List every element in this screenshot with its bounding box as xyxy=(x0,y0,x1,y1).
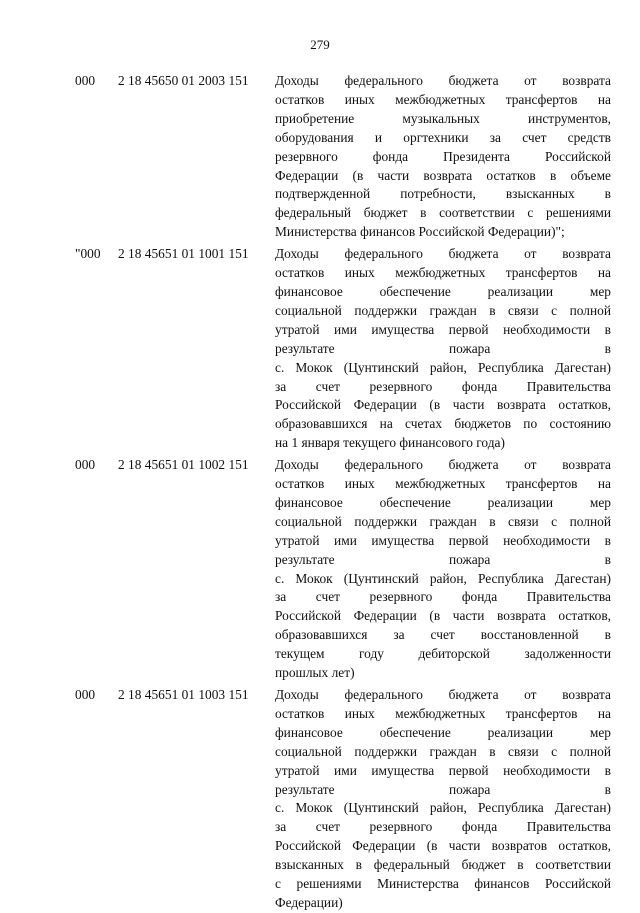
description-line: Федерации) xyxy=(275,894,343,910)
description-line: финансовое обеспечение реализации мер xyxy=(275,494,611,510)
description-line: результате пожара в xyxy=(275,551,611,567)
description-line: результате пожара в xyxy=(275,781,611,797)
budget-classification-code: 2 18 45651 01 1001 151 xyxy=(118,246,249,262)
budget-classification-code: 2 18 45651 01 1003 151 xyxy=(118,687,249,702)
description-line: финансовое обеспечение реализации мер xyxy=(275,724,611,740)
income-description xyxy=(275,245,611,453)
description-line: остатков иных межбюджетных трансфертов на xyxy=(275,265,611,281)
description-line: Доходы федерального бюджета от возврата xyxy=(275,457,611,473)
description-line: подтвержденной потребности, взысканных в xyxy=(275,186,611,202)
description-line: финансовое обеспечение реализации мер xyxy=(275,283,611,299)
admin-code: 000 xyxy=(75,73,96,88)
description-line: с. Мокок (Цунтинский район, Республика Дагестан) xyxy=(275,359,611,375)
admin-code: 000 xyxy=(75,457,96,473)
page-number: 279 xyxy=(310,37,330,52)
description-line: Министерства финансов Российской Федерации)"; xyxy=(275,224,565,240)
table-row xyxy=(0,245,640,453)
table-row xyxy=(0,686,640,913)
description-line: на 1 января текущего финансового года) xyxy=(275,435,505,451)
admin-code: 000 xyxy=(75,687,96,702)
description-line: социальной поддержки граждан в связи с полной xyxy=(275,302,611,318)
description-line: Российской Федерации (в части возвратов остатков, xyxy=(275,838,611,854)
description-line: Доходы федерального бюджета от возврата xyxy=(275,73,611,88)
income-description xyxy=(275,72,611,242)
description-line: образовавшихся на счетах бюджетов по состоянию xyxy=(275,416,611,432)
description-line: федеральный бюджет в соответствии с решениями xyxy=(275,205,611,221)
description-line: утратой ими имущества первой необходимости в xyxy=(275,532,611,548)
description-line: резервного фонда Президента Российской xyxy=(275,148,611,164)
description-line: за счет резервного фонда Правительства xyxy=(275,589,611,605)
description-line: с. Мокок (Цунтинский район, Республика Дагестан) xyxy=(275,570,611,586)
description-line: оборудования и оргтехники за счет средств xyxy=(275,129,611,145)
description-line: Доходы федерального бюджета от возврата xyxy=(275,246,611,262)
description-line: с. Мокок (Цунтинский район, Республика Дагестан) xyxy=(275,800,611,816)
description-line: утратой ими имущества первой необходимости в xyxy=(275,762,611,778)
description-line: за счет резервного фонда Правительства xyxy=(275,378,611,394)
description-line: взысканных в федеральный бюджет в соответствии xyxy=(275,857,611,873)
description-line: образовавшихся за счет восстановленной в xyxy=(275,627,611,643)
budget-classification-code: 2 18 45650 01 2003 151 xyxy=(118,73,249,88)
description-line: результате пожара в xyxy=(275,340,611,356)
description-line: приобретение музыкальных инструментов, xyxy=(275,110,611,126)
description-line: текущем году дебиторской задолженности xyxy=(275,646,611,662)
description-line: прошлых лет) xyxy=(275,665,355,681)
description-line: социальной поддержки граждан в связи с полной xyxy=(275,513,611,529)
table-row xyxy=(0,72,640,242)
description-line: за счет резервного фонда Правительства xyxy=(275,819,611,835)
description-line: утратой ими имущества первой необходимости в xyxy=(275,321,611,337)
description-line: остатков иных межбюджетных трансфертов на xyxy=(275,705,611,721)
description-line: остатков иных межбюджетных трансфертов на xyxy=(275,476,611,492)
description-line: Российской Федерации (в части возврата остатков, xyxy=(275,608,611,624)
budget-codes-table xyxy=(0,72,640,913)
description-line: Федерации (в части возврата остатков в объеме xyxy=(275,167,611,183)
income-description xyxy=(275,686,611,913)
table-row xyxy=(0,456,640,683)
description-line: Доходы федерального бюджета от возврата xyxy=(275,687,611,702)
description-line: с решениями Министерства финансов Российской xyxy=(275,876,611,892)
description-line: социальной поддержки граждан в связи с полной xyxy=(275,743,611,759)
admin-code: "000 xyxy=(75,246,101,262)
description-line: Российской Федерации (в части возврата остатков, xyxy=(275,397,611,413)
income-description xyxy=(275,456,611,683)
budget-classification-code: 2 18 45651 01 1002 151 xyxy=(118,457,249,473)
description-line: остатков иных межбюджетных трансфертов на xyxy=(275,91,611,107)
